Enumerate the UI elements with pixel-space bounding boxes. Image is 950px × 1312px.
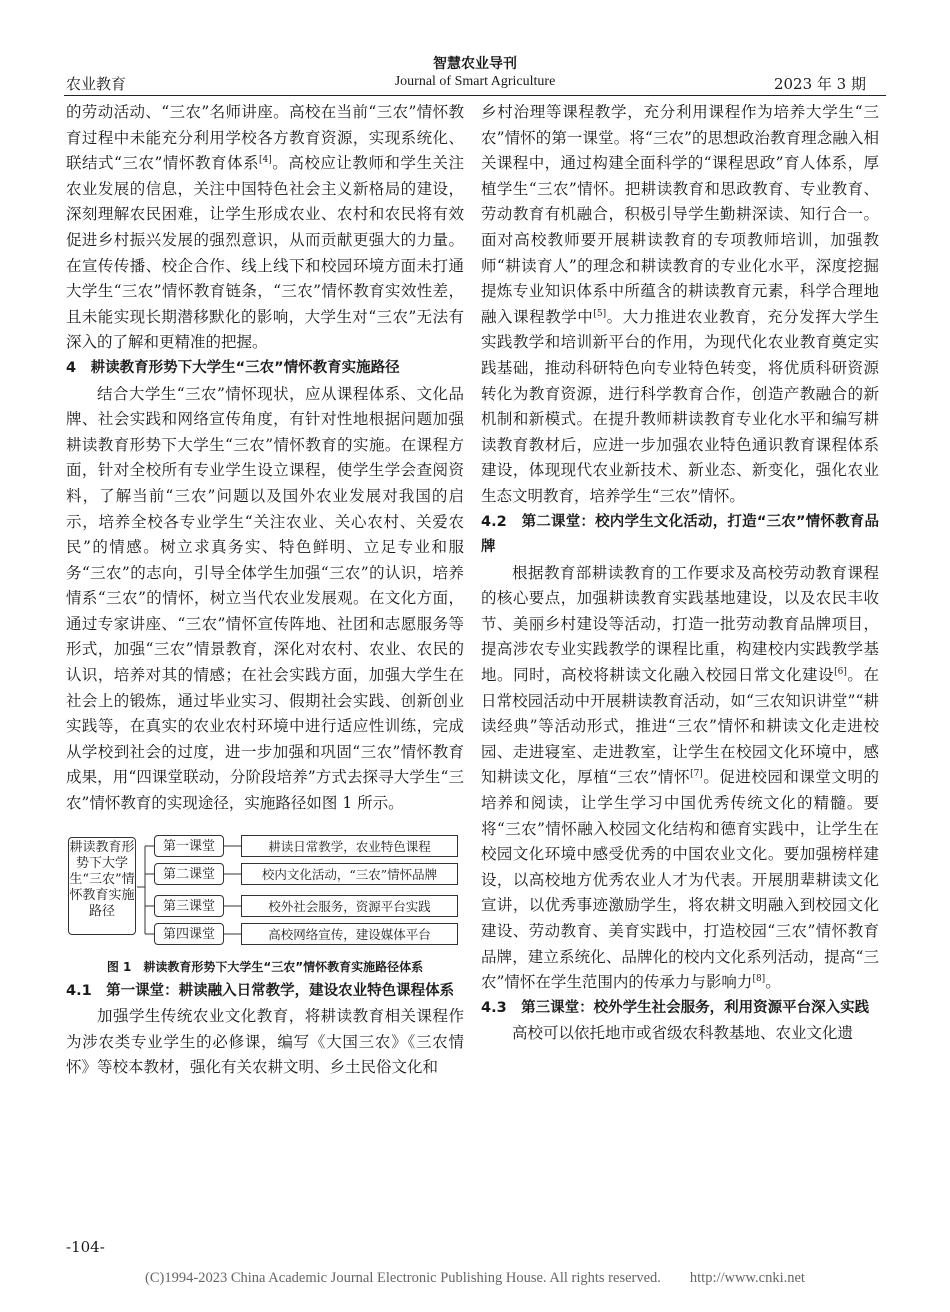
left-column bbox=[66, 100, 464, 1081]
diagram-node-classroom-3: 第三课堂 bbox=[154, 895, 224, 917]
heading-section-4-3: 4.3 第三课堂：校外学生社会服务，利用资源平台深入实践 bbox=[481, 999, 870, 1016]
diagram-leaf-2: 校内文化活动，“三农”情怀品牌 bbox=[241, 863, 458, 885]
figure-caption: 图 1 耕读教育形势下大学生“三农”情怀教育实施路径体系 bbox=[106, 959, 424, 974]
journal-title-cn: 智慧农业导刊 bbox=[433, 56, 517, 72]
right-column bbox=[481, 100, 879, 1047]
diagram-root-node: 耕读教育形势下大学生“三农”情怀教育实施路径 bbox=[68, 837, 136, 935]
journal-title-en: Journal of Smart Agriculture bbox=[394, 74, 556, 89]
paragraph: 根据教育部耕读教育的工作要求及高校劳动教育课程的核心要点，加强耕读教育实践基地建设，以及农民丰收节、美丽乡村建设等活动，打造一批劳动教育品牌项目，提高涉农专业实践教学的课程比重，构建校内实践教学基地。同时，高校将耕读文化融入校园日常文化建设[6]。在日常校园活动中开展耕读教育活动，如“三农知识讲堂”“耕读经典”等活动形式，推进“三农”情怀和耕读文化走进校园、走进寝室、走进教室，让学生在校园文化环境中，感知耕读文化，厚植“三农”情怀[7]。促进校园和课堂文明的培养和阅读，让学生学习中国优秀传统文化的精髓。要将“三农”情怀融入校园文化结构和德育实践中，让学生在校园文化环境中感受优秀的中国农业文化。要加强榜样建设，以高校地方优秀农业人才为代表。开展朋辈耕读文化宣讲，以优秀事迹激励学生，将农耕文明融入到校园文化建设、劳动教育、美育实践中，打造校园“三农”情怀教育品牌，建立系统化、品牌化的校内文化系列活动，提高“三农”情怀在学生范围内的传承力与影响力[8]。 bbox=[481, 563, 879, 992]
citation[interactable]: [4] bbox=[259, 155, 272, 166]
diagram-node-classroom-2: 第二课堂 bbox=[154, 863, 224, 885]
paragraph: 的劳动活动、“三农”名师讲座。高校在当前“三农”情怀教育过程中未能充分利用学校各方教育资源，实现系统化、联结式“三农”情怀教育体系[4]。高校应让教师和学生关注农业发展的信息，关注中国特色社会主义新格局的建设，深刻理解农民困难，让学生形成农业、农村和农民将有效促进乡村振兴发展的强烈意识，从而贡献更强大的力量。在宣传传播、校企合作、线上线下和校园环境方面未打通大学生“三农”情怀教育链条，“三农”情怀教育实效性差，且未能实现长期潜移默化的影响，大学生对“三农”无法有深入的了解和更精准的把握。 bbox=[66, 103, 464, 352]
header-rule bbox=[64, 95, 886, 96]
copyright-notice: (C)1994-2023 China Academic Journal Electronic Publishing House. All rights reserved. http://www.cnki.net bbox=[145, 1270, 805, 1286]
citation[interactable]: [6] bbox=[834, 667, 847, 678]
issue-label: 2023 年 3 期 bbox=[773, 75, 866, 93]
diagram-leaf-3: 校外社会服务，资源平台实践 bbox=[241, 895, 458, 917]
heading-section-4-2: 4.2 第二课堂：校内学生文化活动，打造“三农”情怀教育品牌 bbox=[481, 513, 879, 556]
paragraph: 高校可以依托地市或省级农科教基地、农业文化遗 bbox=[512, 1024, 854, 1043]
paragraph: 结合大学生“三农”情怀现状，应从课程体系、文化品牌、社会实践和网络宣传角度，有针对性地根据问题加强耕读教育形势下大学生“三农”情怀教育的实施。在课程方面，针对全校所有专业学生设立课程，使学生学会查阅资料，了解当前“三农”问题以及国外农业发展对我国的启示，培养全校各专业学生“关注农业、关心农村、关爱农民”的情感。树立求真务实、特色鲜明、立足专业和服务“三农”的志向，引导全体学生加强“三农”的认识，培养情系“三农”的情怀，树立当代农业发展观。在文化方面，通过专家讲座、“三农”情怀宣传阵地、社团和志愿服务等形式，加强“三农”情景教育，深化对农村、农业、农民的认识，培养对其的情感；在社会实践方面，加强大学生在社会上的锻炼，通过毕业实习、假期社会实践、创新创业实践等，在真实的农业农村环境中进行适应性训练，完成从学校到社会的过度，进一步加强和巩固“三农”情怀教育成果，用“四课堂联动，分阶段培养”方式去探寻大学生“三农”情怀教育的实现途径，实施路径如图 1 所示。 bbox=[66, 384, 464, 813]
section-label: 农业教育 bbox=[66, 75, 127, 93]
diagram-leaf-4: 高校网络宣传，建设媒体平台 bbox=[241, 923, 458, 945]
paragraph: 乡村治理等课程教学，充分利用课程作为培养大学生“三农”情怀的第一课堂。将“三农”的思想政治教育理念融入相关课程中，通过构建全面科学的“课程思政”育人体系，厚植学生“三农”情怀。把耕读教育和思政教育、专业教育、劳动教育有机融合，积极引导学生勤耕深读、知行合一。面对高校教师要开展耕读教育的专项教师培训，加强教师“耕读育人”的理念和耕读教育的专业化水平，深度挖掘提炼专业知识体系中所蕴含的耕读教育元素，科学合理地融入课程教学中[5]。大力推进农业教育，充分发挥大学生实践教学和培训新平台的作用，为现代化农业教育奠定实践基础，推动科研特色向专业特色转变，将优质科研资源转化为教育资源，进行科学教育合作，创造产教融合的新机制和新模式。在提升教师耕读教育专业化水平和编写耕读教育教材后，应进一步加强农业特色通识教育课程体系建设，体现现代农业新技术、新业态、新变化，强化农业生态文明教育，培养学生“三农”情怀。 bbox=[481, 103, 879, 505]
page-number: -104- bbox=[66, 1238, 105, 1256]
citation[interactable]: [5] bbox=[593, 308, 607, 319]
citation[interactable]: [8] bbox=[752, 974, 766, 985]
diagram-node-classroom-1: 第一课堂 bbox=[154, 835, 224, 857]
heading-section-4: 4 耕读教育形势下大学生“三农”情怀教育实施路径 bbox=[66, 359, 400, 376]
figure-1-diagram bbox=[66, 825, 464, 953]
paragraph: 加强学生传统农业文化教育，将耕读教育相关课程作为涉农类专业学生的必修课，编写《大国三农》《三农情怀》等校本教材，强化有关农耕文明、乡土民俗文化和 bbox=[66, 1007, 464, 1077]
diagram-leaf-1: 耕读日常教学，农业特色课程 bbox=[241, 835, 458, 857]
diagram-node-classroom-4: 第四课堂 bbox=[154, 923, 224, 945]
heading-section-4-1: 4.1 第一课堂：耕读融入日常教学，建设农业特色课程体系 bbox=[66, 982, 455, 999]
citation[interactable]: [7] bbox=[690, 769, 703, 780]
